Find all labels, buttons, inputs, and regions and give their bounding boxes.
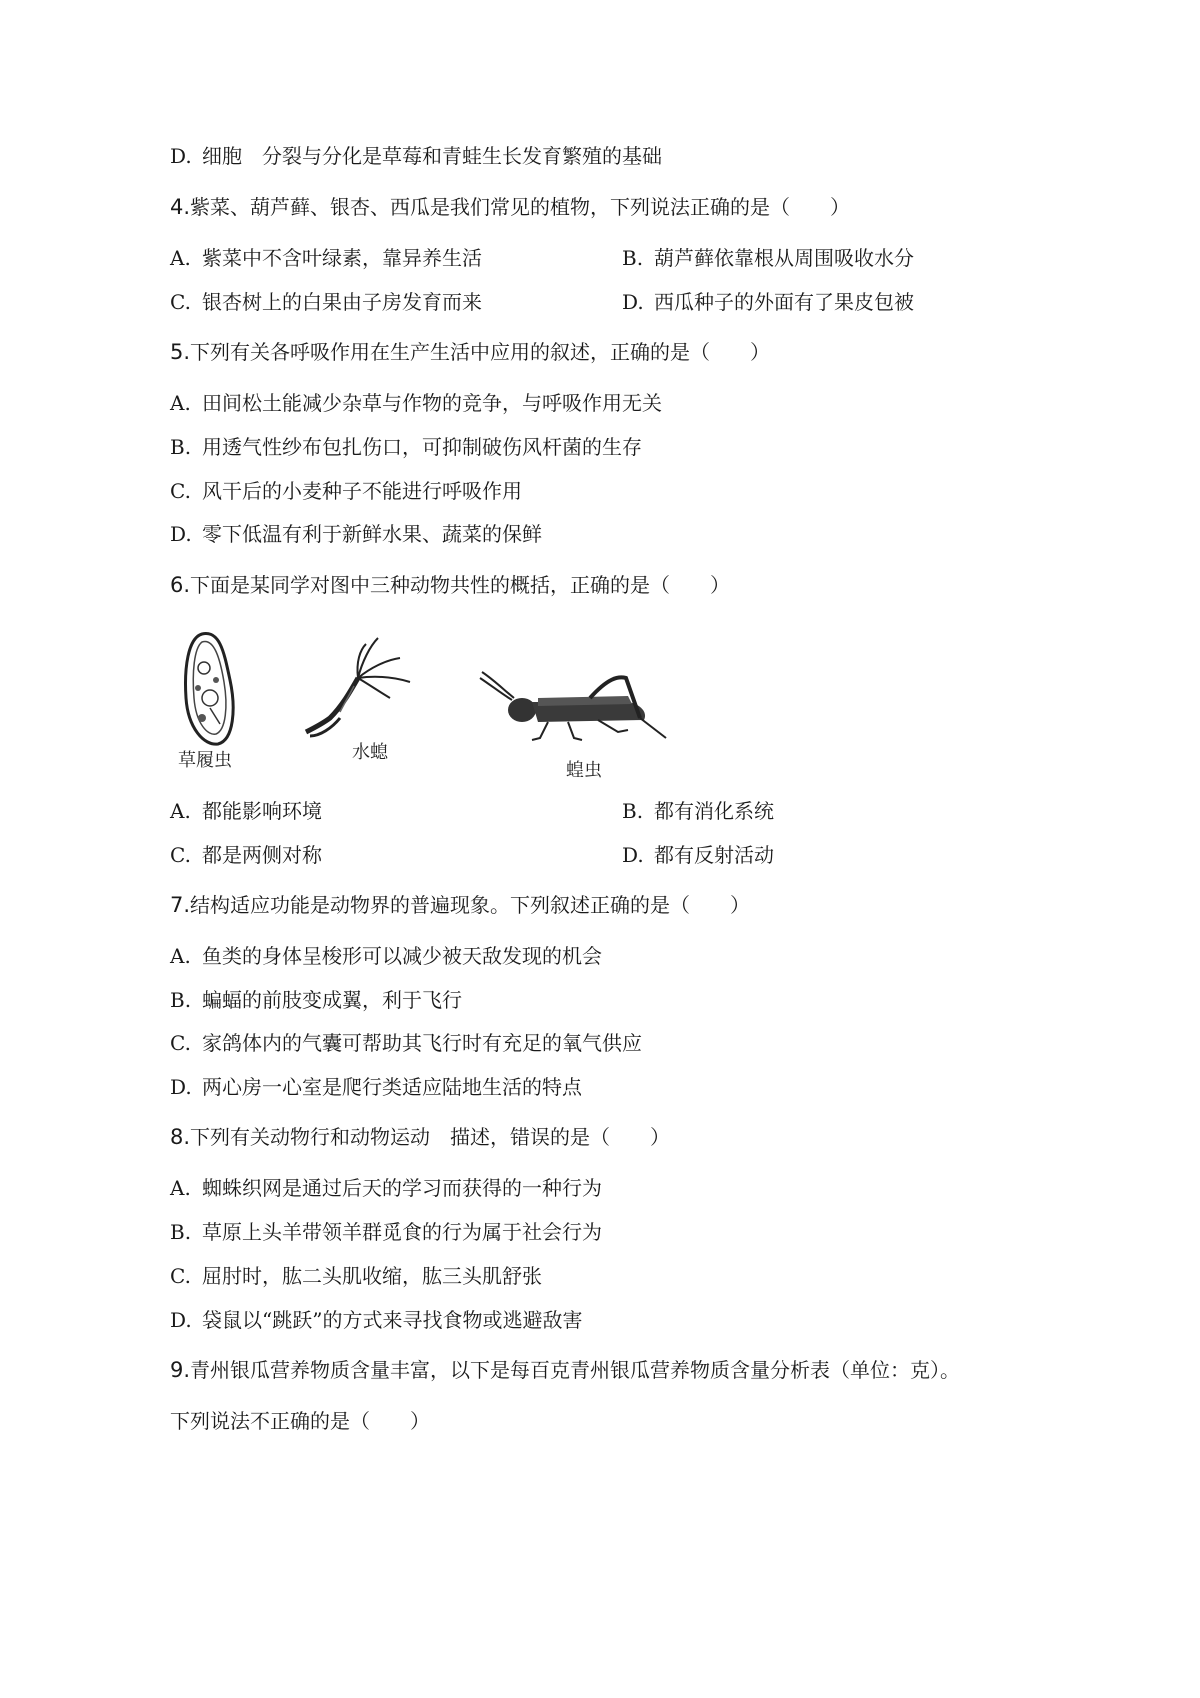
q4-option-a	[170, 244, 482, 272]
q5-option-d	[170, 520, 542, 548]
q7-option-d	[170, 1073, 582, 1101]
option-letter: D.	[170, 144, 192, 168]
q6-option-d	[622, 841, 774, 869]
question-9-stem	[170, 1356, 960, 1384]
option-text: 都有消化系统	[654, 799, 774, 823]
question-9-stem-continued	[170, 1407, 430, 1435]
option-text: 屈肘时，肱二头肌收缩，肱三头肌舒张	[202, 1264, 542, 1288]
q7-option-a	[170, 942, 602, 970]
question-text: 紫菜、葫芦藓、银杏、西瓜是我们常见的植物，下列说法正确的是（ ）	[190, 195, 851, 219]
question-text: 下面是某同学对图中三种动物共性的概括，正确的是（ ）	[190, 573, 731, 597]
option-text: 风干后的小麦种子不能进行呼吸作用	[202, 479, 522, 503]
question-number: 8.	[170, 1125, 191, 1149]
question-text: 下列说法不正确的是（ ）	[170, 1409, 430, 1433]
option-text: 家鸽体内的气囊可帮助其飞行时有充足的氧气供应	[202, 1031, 642, 1055]
paramecium-figure	[180, 628, 240, 750]
option-text: 草原上头羊带领羊群觅食的行为属于社会行为	[202, 1220, 602, 1244]
question-5-stem	[170, 338, 770, 366]
option-letter: D.	[622, 290, 644, 314]
q3-option-d	[170, 142, 662, 170]
q6-option-a	[170, 797, 322, 825]
option-letter: C.	[170, 1264, 191, 1288]
option-letter: A.	[170, 799, 191, 823]
option-letter: C.	[170, 479, 191, 503]
option-text: 鱼类的身体呈梭形可以减少被天敌发现的机会	[202, 944, 602, 968]
question-text: 下列有关各呼吸作用在生产生活中应用的叙述，正确的是（ ）	[190, 340, 771, 364]
option-letter: A.	[170, 391, 191, 415]
option-letter: D.	[170, 522, 192, 546]
question-number: 5.	[170, 340, 191, 364]
option-text: 都有反射活动	[654, 843, 774, 867]
option-letter: B.	[170, 988, 192, 1012]
option-letter: A.	[170, 246, 191, 270]
q5-option-b	[170, 433, 642, 461]
question-8-stem	[170, 1123, 670, 1151]
q8-option-d	[170, 1306, 582, 1334]
option-text: 蝙蝠的前肢变成翼，利于飞行	[202, 988, 462, 1012]
question-text: 青州银瓜营养物质含量丰富，以下是每百克青州银瓜营养物质含量分析表（单位：克）。	[190, 1358, 961, 1382]
option-text: 零下低温有利于新鲜水果、蔬菜的保鲜	[202, 522, 542, 546]
figure-label-hydra: 水螅	[352, 742, 388, 763]
q7-option-c	[170, 1029, 642, 1057]
option-text: 西瓜种子的外面有了果皮包被	[654, 290, 914, 314]
option-letter: B.	[170, 435, 192, 459]
option-text: 用透气性纱布包扎伤口，可抑制破伤风杆菌的生存	[202, 435, 642, 459]
q4-option-c	[170, 288, 482, 316]
q5-option-a	[170, 389, 662, 417]
option-letter: B.	[170, 1220, 192, 1244]
option-text: 银杏树上的白果由子房发育而来	[202, 290, 482, 314]
question-7-stem	[170, 891, 750, 919]
figure-label-paramecium: 草履虫	[178, 750, 232, 771]
option-letter: A.	[170, 1176, 191, 1200]
question-4-stem	[170, 193, 850, 221]
option-letter: B.	[622, 799, 644, 823]
figure-label-grasshopper: 蝗虫	[566, 760, 602, 781]
option-text: 都是两侧对称	[202, 843, 322, 867]
option-letter: C.	[170, 290, 191, 314]
q7-option-b	[170, 986, 462, 1014]
question-number: 4.	[170, 195, 191, 219]
q4-option-b	[622, 244, 914, 272]
option-text: 蜘蛛织网是通过后天的学习而获得的一种行为	[202, 1176, 602, 1200]
q8-option-c	[170, 1262, 542, 1290]
question-number: 6.	[170, 573, 191, 597]
option-letter: D.	[170, 1075, 192, 1099]
q8-option-b	[170, 1218, 602, 1246]
option-letter: D.	[622, 843, 644, 867]
option-text: 都能影响环境	[202, 799, 322, 823]
q6-option-c	[170, 841, 322, 869]
option-letter: D.	[170, 1308, 192, 1332]
grasshopper-figure	[478, 668, 670, 748]
option-letter: B.	[622, 246, 644, 270]
question-6-stem	[170, 571, 730, 599]
q5-option-c	[170, 477, 522, 505]
option-text: 袋鼠以“跳跃”的方式来寻找食物或逃避敌害	[202, 1308, 583, 1332]
option-text: 紫菜中不含叶绿素，靠异养生活	[202, 246, 482, 270]
option-text: 葫芦藓依靠根从周围吸收水分	[654, 246, 914, 270]
q8-option-a	[170, 1174, 602, 1202]
option-text: 两心房一心室是爬行类适应陆地生活的特点	[202, 1075, 582, 1099]
q6-option-b	[622, 797, 774, 825]
option-text: 田间松土能减少杂草与作物的竞争，与呼吸作用无关	[202, 391, 662, 415]
question-number: 7.	[170, 893, 191, 917]
question-text: 下列有关动物行和动物运动 描述，错误的是（ ）	[190, 1125, 671, 1149]
option-letter: C.	[170, 843, 191, 867]
hydra-figure	[300, 632, 420, 742]
question-number: 9.	[170, 1358, 191, 1382]
option-letter: C.	[170, 1031, 191, 1055]
option-letter: A.	[170, 944, 191, 968]
question-text: 结构适应功能是动物界的普遍现象。下列叙述正确的是（ ）	[190, 893, 751, 917]
q4-option-d	[622, 288, 914, 316]
option-text: 细胞 分裂与分化是草莓和青蛙生长发育繁殖的基础	[202, 144, 662, 168]
